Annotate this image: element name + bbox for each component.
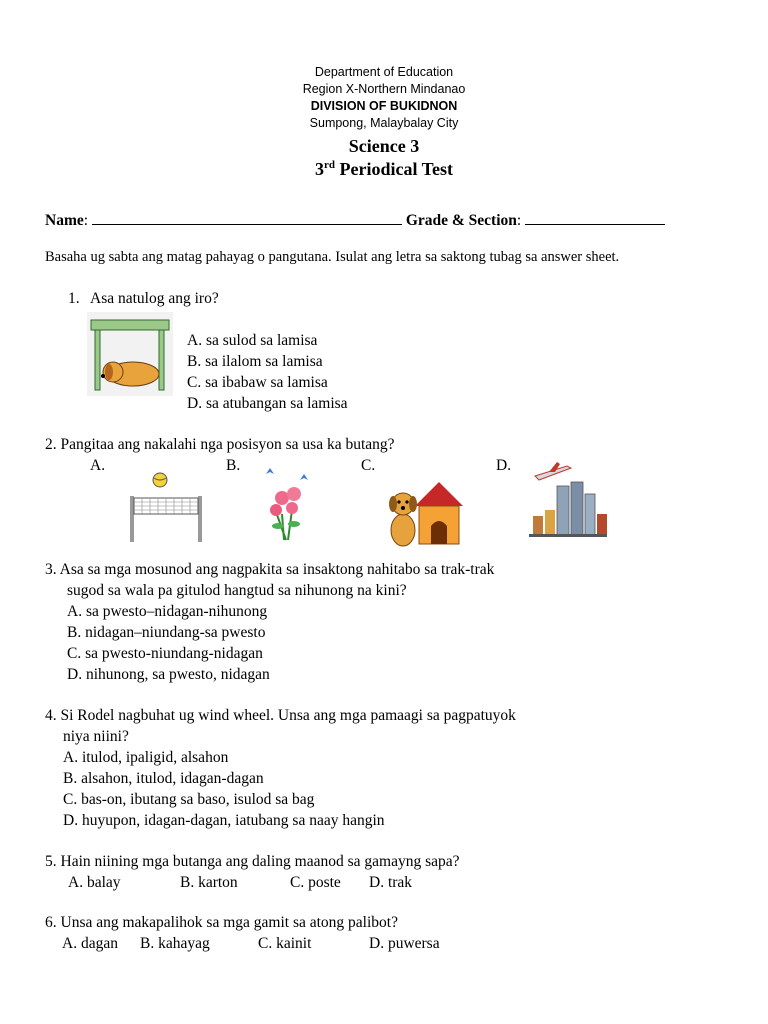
dog-under-table-icon [87,312,173,396]
question-1-text: Asa natulog ang iro? [90,290,219,307]
header-department: Department of Education [314,65,454,79]
name-blank[interactable] [92,210,402,225]
question-4-option-c: C. bas-on, ibutang sa baso, isulod sa bag [63,791,315,808]
question-5-text: 5. Hain niining mga butanga ang daling maanod sa gamayng sapa? [45,853,460,870]
question-3-option-b: B. nidagan–niundang-sa pwesto [67,624,266,641]
question-2-letter-d: D. [496,457,512,474]
instructions: Basaha ug sabta ang matag pahayag o pangutana. Isulat ang letra sa saktong tubag sa answer sheet. [45,249,620,265]
question-6-text: 6. Unsa ang makapalihok sa mga gamit sa atong palibot? [45,914,398,931]
question-3-option-a: A. sa pwesto–nidagan-nihunong [67,603,268,620]
question-2-text: 2. Pangitaa ang nakalahi nga posisyon sa usa ka butang? [45,436,395,453]
question-1-option-d: D. sa atubangan sa lamisa [187,395,348,412]
question-3-option-d: D. nihunong, sa pwesto, nidagan [67,666,270,683]
question-1-number: 1. [68,290,80,307]
grade-section-label: Grade & Section [405,212,517,229]
volleyball-net-icon [128,470,204,544]
question-2-letter-c: C. [361,457,376,474]
question-5-option-c: C. poste [290,874,341,891]
question-4-line-2: niya niini? [63,728,129,745]
question-4-option-a: A. itulod, ipaligid, alsahon [63,749,229,766]
test-title [0,159,768,180]
test-title-rest: Periodical Test [335,159,453,179]
question-5-option-a: A. balay [68,874,121,891]
question-2-letter-a: A. [90,457,106,474]
dog-doghouse-icon [385,476,463,550]
name-row: Name: Grade & Section: [45,210,665,230]
test-ordinal: 3 [315,159,324,179]
header-division: DIVISION OF BUKIDNON [310,99,458,113]
question-3-option-c: C. sa pwesto-niundang-nidagan [67,645,263,662]
question-6-option-a: A. dagan [62,935,118,952]
question-1-option-c: C. sa ibabaw sa lamisa [187,374,328,391]
question-1-option-b: B. sa ilalom sa lamisa [187,353,323,370]
question-2-letter-b: B. [226,457,241,474]
question-1-option-a: A. sa sulod sa lamisa [187,332,318,349]
question-6-option-c: C. kainit [258,935,312,952]
question-4-option-d: D. huyupon, idagan-dagan, iatubang sa naay hangin [63,812,385,829]
question-4-option-b: B. alsahon, itulod, idagan-dagan [63,770,264,787]
subject-title: Science 3 [348,136,420,156]
test-ordinal-suffix: rd [324,159,335,171]
airplane-buildings-icon [527,458,609,540]
name-label: Name [45,212,84,229]
question-6-option-d: D. puwersa [369,935,440,952]
question-6-option-b: B. kahayag [140,935,210,952]
grade-section-blank[interactable] [525,210,665,225]
flowers-butterflies-icon [262,464,312,544]
question-4-line-1: 4. Si Rodel nagbuhat ug wind wheel. Unsa ang mga pamaagi sa pagpatuyok [45,707,516,724]
question-5-option-b: B. karton [180,874,238,891]
question-3-line-1: 3. Asa sa mga mosunod ang nagpakita sa insaktong nahitabo sa trak-trak [45,561,495,578]
question-5-option-d: D. trak [369,874,413,891]
header-address: Sumpong, Malaybalay City [309,116,459,130]
question-3-line-2: sugod sa wala pa gitulod hangtud sa nihunong na kini? [67,582,407,599]
header-region: Region X-Northern Mindanao [302,82,466,96]
